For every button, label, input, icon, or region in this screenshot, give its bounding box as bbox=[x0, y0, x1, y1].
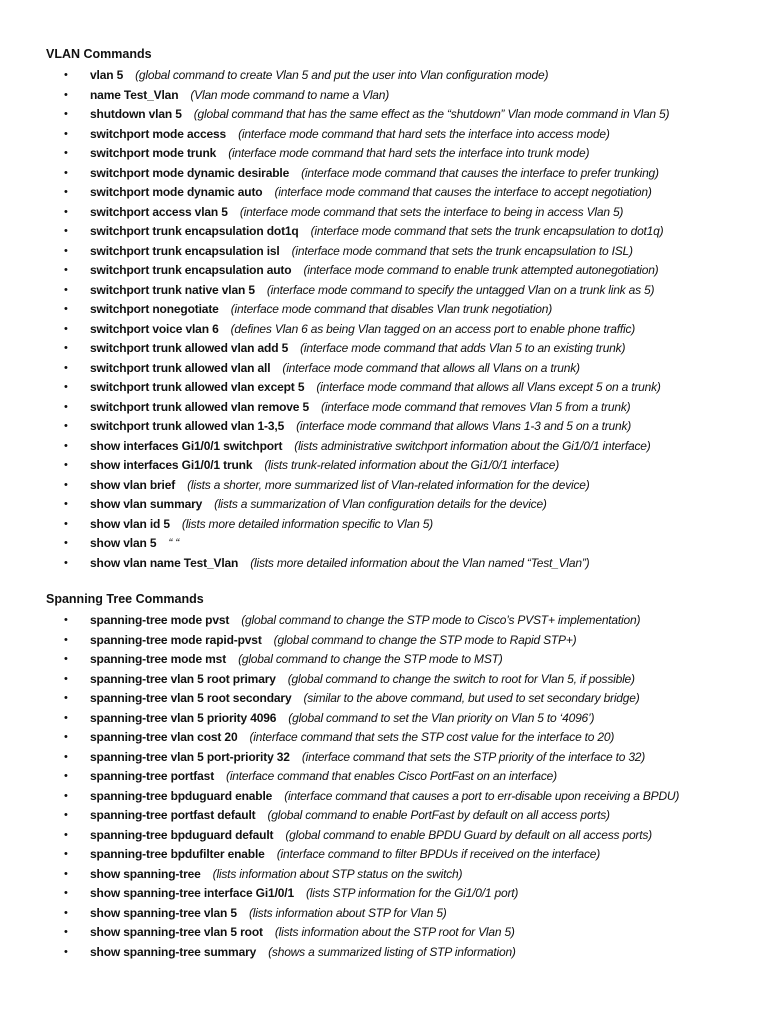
list-item bbox=[46, 611, 748, 631]
bullet-icon: • bbox=[64, 381, 68, 393]
command-description: (global command to change the STP mode to Rapid STP+) bbox=[273, 632, 577, 647]
command-description: (interface mode command to specify the untagged Vlan on a trunk link as 5) bbox=[266, 282, 655, 297]
command-text: name Test_Vlan bbox=[90, 87, 179, 102]
list-item bbox=[46, 845, 748, 865]
command-text: spanning-tree bpduguard enable bbox=[90, 788, 273, 803]
bullet-icon: • bbox=[64, 556, 68, 569]
list-item bbox=[46, 767, 748, 787]
command-description: (shows a summarized listing of STP information) bbox=[268, 944, 516, 959]
command-description: (similar to the above command, but used to set secondary bridge) bbox=[303, 691, 640, 705]
bullet-icon: • bbox=[64, 264, 68, 276]
command-description: (interface command that sets the STP cost value for the interface to 20) bbox=[249, 730, 615, 744]
command-description: (global command to change the STP mode to MST) bbox=[238, 652, 503, 666]
list-item bbox=[46, 398, 748, 418]
command-description: (lists more detailed information about the Vlan named “Test_Vlan”) bbox=[250, 555, 590, 570]
command-text: switchport trunk encapsulation isl bbox=[90, 243, 280, 258]
list-item bbox=[46, 456, 748, 476]
command-description: (lists a shorter, more summarized list of Vlan-related information for the device) bbox=[187, 477, 590, 492]
spanning-tree-command-list bbox=[46, 611, 748, 962]
command-description: (interface command that enables Cisco PortFast on an interface) bbox=[226, 769, 557, 783]
list-item bbox=[46, 904, 748, 924]
bullet-icon: • bbox=[64, 789, 68, 802]
command-description: (defines Vlan 6 as being Vlan tagged on an access port to enable phone traffic) bbox=[230, 321, 636, 336]
bullet-icon: • bbox=[64, 770, 68, 782]
command-text: show spanning-tree summary bbox=[90, 944, 257, 959]
bullet-icon: • bbox=[64, 225, 68, 237]
command-text: switchport mode access bbox=[90, 126, 227, 141]
list-item bbox=[46, 417, 748, 437]
bullet-icon: • bbox=[64, 848, 68, 860]
bullet-icon: • bbox=[64, 166, 68, 179]
command-text: spanning-tree mode mst bbox=[90, 652, 227, 666]
command-text: switchport mode dynamic desirable bbox=[90, 165, 290, 180]
bullet-icon: • bbox=[64, 867, 68, 880]
bullet-icon: • bbox=[64, 322, 68, 335]
command-text: switchport trunk allowed vlan all bbox=[90, 360, 271, 375]
bullet-icon: • bbox=[64, 945, 68, 958]
command-text: switchport access vlan 5 bbox=[90, 204, 228, 219]
bullet-icon: • bbox=[64, 69, 68, 81]
bullet-icon: • bbox=[64, 711, 68, 724]
list-item bbox=[46, 748, 748, 768]
command-description: (lists STP information for the Gi1/0/1 port) bbox=[306, 886, 519, 900]
command-text: switchport voice vlan 6 bbox=[90, 321, 219, 336]
command-description: (interface mode command that causes the interface to accept negotiation) bbox=[274, 185, 652, 199]
list-item bbox=[46, 670, 748, 690]
list-item bbox=[46, 339, 748, 359]
command-description: (interface mode command that causes the interface to prefer trunking) bbox=[301, 165, 659, 180]
list-item bbox=[46, 164, 748, 184]
command-text: spanning-tree vlan 5 port-priority 32 bbox=[90, 749, 290, 764]
list-item bbox=[46, 495, 748, 515]
command-description: (interface mode command that adds Vlan 5 to an existing trunk) bbox=[300, 341, 626, 355]
command-description: (lists more detailed information specific to Vlan 5) bbox=[181, 516, 433, 531]
bullet-icon: • bbox=[64, 478, 68, 491]
vlan-commands-heading: VLAN Commands bbox=[46, 47, 152, 61]
bullet-icon: • bbox=[64, 517, 68, 530]
command-description: (lists information about STP for Vlan 5) bbox=[248, 905, 447, 920]
list-item bbox=[46, 222, 748, 242]
command-text: switchport trunk allowed vlan add 5 bbox=[90, 341, 289, 355]
list-item bbox=[46, 943, 748, 963]
command-description: (lists information about STP status on the switch) bbox=[212, 866, 463, 881]
list-item bbox=[46, 144, 748, 164]
command-text: show interfaces Gi1/0/1 switchport bbox=[90, 438, 283, 453]
bullet-icon: • bbox=[64, 420, 68, 432]
list-item bbox=[46, 923, 748, 943]
bullet-icon: • bbox=[64, 498, 68, 510]
command-text: spanning-tree mode rapid-pvst bbox=[90, 632, 262, 647]
command-description: (global command that has the same effect as the “shutdown” Vlan mode command in Vlan 5) bbox=[193, 107, 670, 121]
command-text: switchport mode dynamic auto bbox=[90, 185, 263, 199]
command-description: (interface mode command that sets the trunk encapsulation to dot1q) bbox=[310, 224, 664, 238]
bullet-icon: • bbox=[64, 672, 68, 685]
command-description: (global command to create Vlan 5 and put the user into Vlan configuration mode) bbox=[135, 68, 549, 82]
command-text: show spanning-tree bbox=[90, 866, 201, 881]
command-description: (interface command to filter BPDUs if received on the interface) bbox=[276, 847, 601, 861]
bullet-icon: • bbox=[64, 439, 68, 452]
list-item bbox=[46, 203, 748, 223]
command-text: spanning-tree bpdufilter enable bbox=[90, 847, 265, 861]
command-text: show spanning-tree interface Gi1/0/1 bbox=[90, 886, 294, 900]
command-text: show vlan name Test_Vlan bbox=[90, 555, 239, 570]
command-text: switchport trunk encapsulation auto bbox=[90, 263, 292, 277]
command-description: (global command to set the Vlan priority on Vlan 5 to ‘4096’) bbox=[288, 710, 595, 725]
command-description: (lists administrative switchport information about the Gi1/0/1 interface) bbox=[294, 438, 651, 453]
command-description: (global command to enable BPDU Guard by default on all access ports) bbox=[285, 827, 652, 842]
command-text: show vlan brief bbox=[90, 477, 176, 492]
list-item bbox=[46, 261, 748, 281]
command-description: (Vlan mode command to name a Vlan) bbox=[190, 87, 390, 102]
bullet-icon: • bbox=[64, 88, 68, 101]
bullet-icon: • bbox=[64, 906, 68, 919]
list-item bbox=[46, 183, 748, 203]
command-text: spanning-tree portfast default bbox=[90, 808, 256, 822]
list-item bbox=[46, 378, 748, 398]
command-text: show spanning-tree vlan 5 bbox=[90, 905, 237, 920]
spanning-tree-commands-heading: Spanning Tree Commands bbox=[46, 592, 204, 606]
list-item bbox=[46, 728, 748, 748]
command-description: (interface command that sets the STP priority of the interface to 32) bbox=[301, 749, 646, 764]
list-item bbox=[46, 787, 748, 807]
command-description: “ “ bbox=[168, 536, 180, 550]
bullet-icon: • bbox=[64, 147, 68, 159]
list-item bbox=[46, 300, 748, 320]
section-spacer bbox=[46, 573, 748, 591]
bullet-icon: • bbox=[64, 108, 68, 120]
command-text: switchport trunk allowed vlan except 5 bbox=[90, 380, 305, 394]
list-item bbox=[46, 865, 748, 885]
command-text: spanning-tree vlan 5 priority 4096 bbox=[90, 710, 277, 725]
list-item bbox=[46, 476, 748, 496]
list-item bbox=[46, 884, 748, 904]
list-item bbox=[46, 554, 748, 574]
command-text: switchport trunk allowed vlan remove 5 bbox=[90, 399, 310, 414]
command-description: (interface command that causes a port to err-disable upon receiving a BPDU) bbox=[284, 788, 680, 803]
bullet-icon: • bbox=[64, 400, 68, 413]
command-description: (interface mode command that hard sets the interface into access mode) bbox=[238, 126, 610, 141]
command-description: (interface mode command to enable trunk attempted autonegotiation) bbox=[303, 263, 659, 277]
bullet-icon: • bbox=[64, 614, 68, 626]
command-description: (global command to enable PortFast by default on all access ports) bbox=[267, 808, 610, 822]
bullet-icon: • bbox=[64, 809, 68, 821]
command-text: spanning-tree portfast bbox=[90, 769, 215, 783]
bullet-icon: • bbox=[64, 692, 68, 704]
bullet-icon: • bbox=[64, 828, 68, 841]
command-text: switchport trunk encapsulation dot1q bbox=[90, 224, 299, 238]
command-description: (interface mode command that hard sets the interface into trunk mode) bbox=[228, 146, 590, 160]
command-text: spanning-tree vlan 5 root secondary bbox=[90, 691, 292, 705]
command-text: show spanning-tree vlan 5 root bbox=[90, 925, 263, 939]
command-text: spanning-tree vlan 5 root primary bbox=[90, 671, 276, 686]
command-description: (global command to change the switch to root for Vlan 5, if possible) bbox=[287, 671, 635, 686]
bullet-icon: • bbox=[64, 926, 68, 938]
list-item bbox=[46, 105, 748, 125]
bullet-icon: • bbox=[64, 244, 68, 257]
list-item bbox=[46, 826, 748, 846]
list-item bbox=[46, 689, 748, 709]
vlan-command-list bbox=[46, 66, 748, 573]
command-text: show interfaces Gi1/0/1 trunk bbox=[90, 458, 253, 472]
bullet-icon: • bbox=[64, 361, 68, 374]
list-item bbox=[46, 66, 748, 86]
list-item bbox=[46, 242, 748, 262]
bullet-icon: • bbox=[64, 127, 68, 140]
command-text: switchport trunk allowed vlan 1-3,5 bbox=[90, 419, 285, 433]
command-description: (interface mode command that removes Vlan 5 from a trunk) bbox=[321, 399, 631, 414]
bullet-icon: • bbox=[64, 303, 68, 315]
command-description: (interface mode command that allows all Vlans except 5 on a trunk) bbox=[316, 380, 661, 394]
command-description: (interface mode command that sets the trunk encapsulation to ISL) bbox=[291, 243, 633, 258]
list-item bbox=[46, 320, 748, 340]
command-text: vlan 5 bbox=[90, 68, 124, 82]
command-text: spanning-tree mode pvst bbox=[90, 613, 230, 627]
bullet-icon: • bbox=[64, 750, 68, 763]
command-text: spanning-tree bpduguard default bbox=[90, 827, 274, 842]
command-text: show vlan 5 bbox=[90, 536, 157, 550]
command-description: (lists information about the STP root for Vlan 5) bbox=[274, 925, 515, 939]
command-text: shutdown vlan 5 bbox=[90, 107, 182, 121]
list-item bbox=[46, 650, 748, 670]
list-item bbox=[46, 806, 748, 826]
command-text: switchport mode trunk bbox=[90, 146, 217, 160]
command-text: show vlan summary bbox=[90, 497, 203, 511]
list-item bbox=[46, 125, 748, 145]
command-text: switchport trunk native vlan 5 bbox=[90, 282, 255, 297]
bullet-icon: • bbox=[64, 186, 68, 198]
list-item bbox=[46, 709, 748, 729]
list-item bbox=[46, 534, 748, 554]
bullet-icon: • bbox=[64, 342, 68, 354]
bullet-icon: • bbox=[64, 653, 68, 665]
bullet-icon: • bbox=[64, 283, 68, 296]
command-description: (interface mode command that allows Vlans 1-3 and 5 on a trunk) bbox=[296, 419, 632, 433]
bullet-icon: • bbox=[64, 887, 68, 899]
bullet-icon: • bbox=[64, 205, 68, 218]
command-text: show vlan id 5 bbox=[90, 516, 170, 531]
command-description: (lists a summarization of Vlan configuration details for the device) bbox=[214, 497, 547, 511]
bullet-icon: • bbox=[64, 731, 68, 743]
command-description: (global command to change the STP mode to Cisco’s PVST+ implementation) bbox=[241, 613, 641, 627]
bullet-icon: • bbox=[64, 459, 68, 471]
command-description: (lists trunk-related information about the Gi1/0/1 interface) bbox=[264, 458, 559, 472]
list-item bbox=[46, 631, 748, 651]
command-description: (interface mode command that disables Vlan trunk negotiation) bbox=[230, 302, 553, 316]
list-item bbox=[46, 359, 748, 379]
command-description: (interface mode command that sets the interface to being in access Vlan 5) bbox=[239, 204, 624, 219]
list-item bbox=[46, 437, 748, 457]
bullet-icon: • bbox=[64, 537, 68, 549]
list-item bbox=[46, 281, 748, 301]
command-text: spanning-tree vlan cost 20 bbox=[90, 730, 238, 744]
command-text: switchport nonegotiate bbox=[90, 302, 219, 316]
list-item bbox=[46, 515, 748, 535]
command-description: (interface mode command that allows all Vlans on a trunk) bbox=[282, 360, 580, 375]
list-item bbox=[46, 86, 748, 106]
bullet-icon: • bbox=[64, 633, 68, 646]
